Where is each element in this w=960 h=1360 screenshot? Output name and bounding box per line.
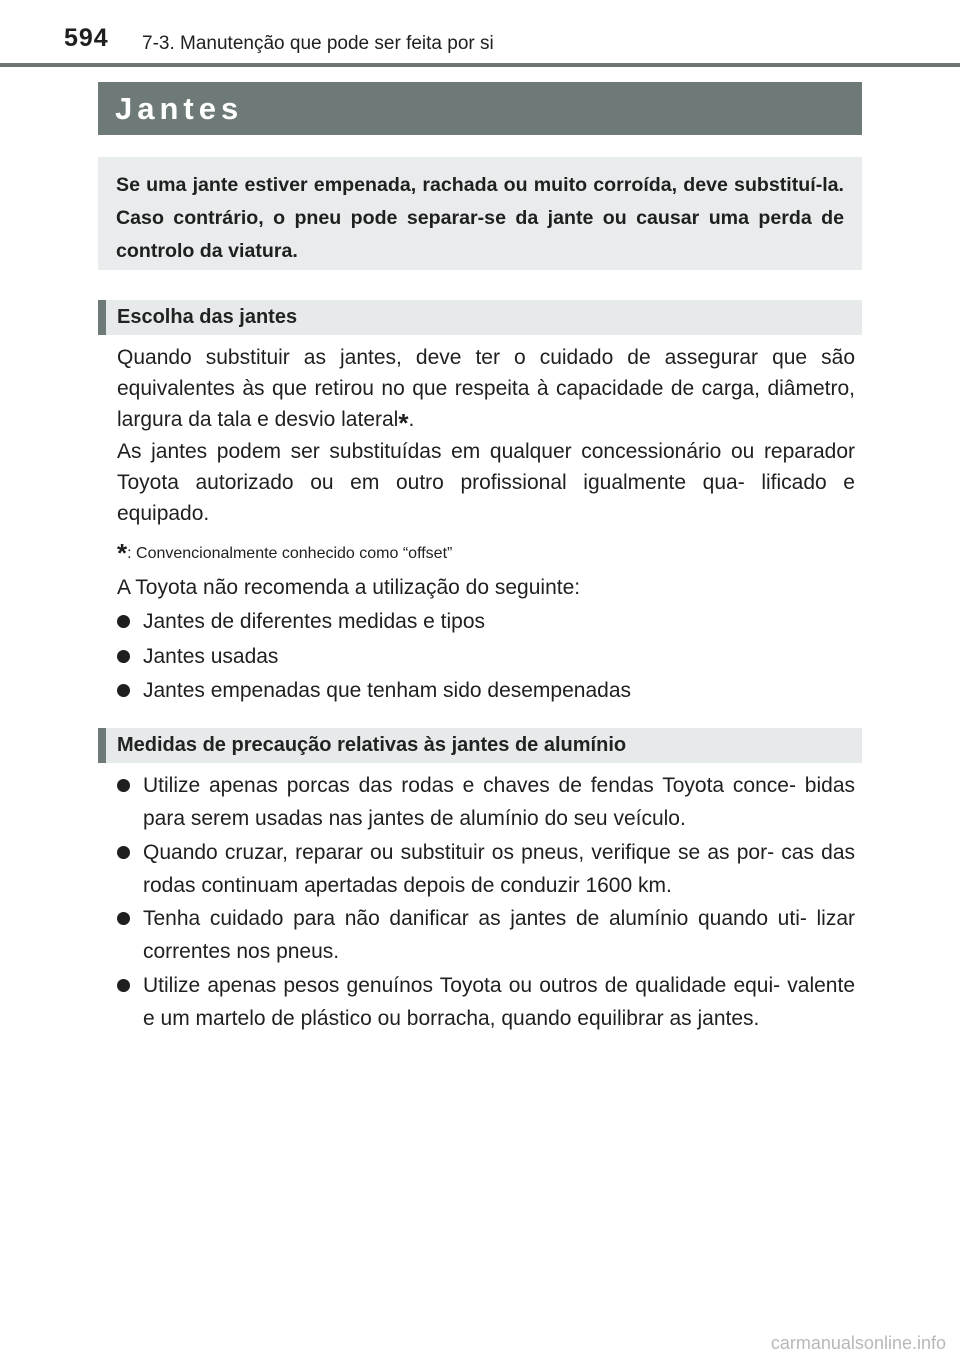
bullet-dot — [117, 979, 130, 992]
list-item — [117, 836, 855, 902]
chapter-title: 7-3. Manutenção que pode ser feita por si — [142, 33, 494, 54]
list-item-text: Jantes de diferentes medidas e tipos — [143, 610, 486, 633]
section-title: Jantes — [115, 90, 244, 126]
list-item — [117, 605, 855, 638]
list-item — [117, 640, 855, 673]
period: . — [408, 408, 415, 431]
list-item-text: Tenha cuidado para não danificar as jantes de alumínio quando uti- lizar correntes nos pneus. — [143, 907, 855, 963]
subheading-aluminum-precautions — [98, 728, 862, 763]
asterisk-mark: * — [398, 408, 409, 438]
list-item — [117, 902, 855, 968]
page-number: 594 — [64, 24, 109, 52]
bullet-dot — [117, 650, 130, 663]
dealer-paragraph — [117, 436, 855, 529]
bullet-dot — [117, 684, 130, 697]
bullet-dot — [117, 779, 130, 792]
list-item — [117, 769, 855, 835]
header-divider — [0, 63, 960, 67]
wheel-choice-paragraph — [117, 342, 855, 438]
subheading-wheel-choice — [98, 300, 862, 335]
bullet-dot — [117, 846, 130, 859]
bullet-dot — [117, 615, 130, 628]
section-title-banner — [98, 82, 862, 135]
footnote-asterisk: * — [117, 538, 128, 568]
not-recommended-intro: A Toyota não recomenda a utilização do seguinte: — [117, 576, 581, 599]
subheading-label: Escolha das jantes — [117, 306, 298, 328]
intro-text: Se uma jante estiver empenada, rachada ou muito corroída, deve substituí-la. Caso contrário, o pneu pode separar-se da jante ou causar uma perda de controlo da viatura. — [116, 174, 844, 262]
list-item-text: Utilize apenas porcas das rodas e chaves de fendas Toyota conce- bidas para serem usadas nas jantes de alumínio do seu veículo. — [143, 774, 855, 830]
list-item-text: Jantes empenadas que tenham sido desempenadas — [143, 679, 632, 702]
list-item-text: Jantes usadas — [143, 645, 279, 668]
footnote-text: : Convencionalmente conhecido como “offset” — [127, 545, 453, 562]
subheading-label: Medidas de precaução relativas às jantes de alumínio — [117, 734, 627, 756]
list-item-text: Quando cruzar, reparar ou substituir os pneus, verifique se as por- cas das rodas continuam apertadas depois de conduzir 1600 km. — [143, 841, 855, 897]
list-item-text: Utilize apenas pesos genuínos Toyota ou outros de qualidade equi- valente e um martelo de plástico ou borracha, quando equilibrar as jantes. — [143, 974, 855, 1030]
bullet-dot — [117, 912, 130, 925]
list-item — [117, 674, 855, 707]
watermark: carmanualsonline.info — [770, 1333, 946, 1353]
paragraph-text: As jantes podem ser substituídas em qualquer concessionário ou reparador Toyota autorizado ou em outro profissional igualmente qua- lificado e equipado. — [117, 440, 855, 525]
footnote — [117, 534, 453, 568]
paragraph-text: Quando substituir as jantes, deve ter o cuidado de assegurar que são equivalentes às que retirou no que respeita à capacidade de carga, diâmetro, largura da tala e desvio lateral — [117, 346, 855, 431]
list-item — [117, 969, 855, 1035]
intro-box — [98, 157, 862, 270]
